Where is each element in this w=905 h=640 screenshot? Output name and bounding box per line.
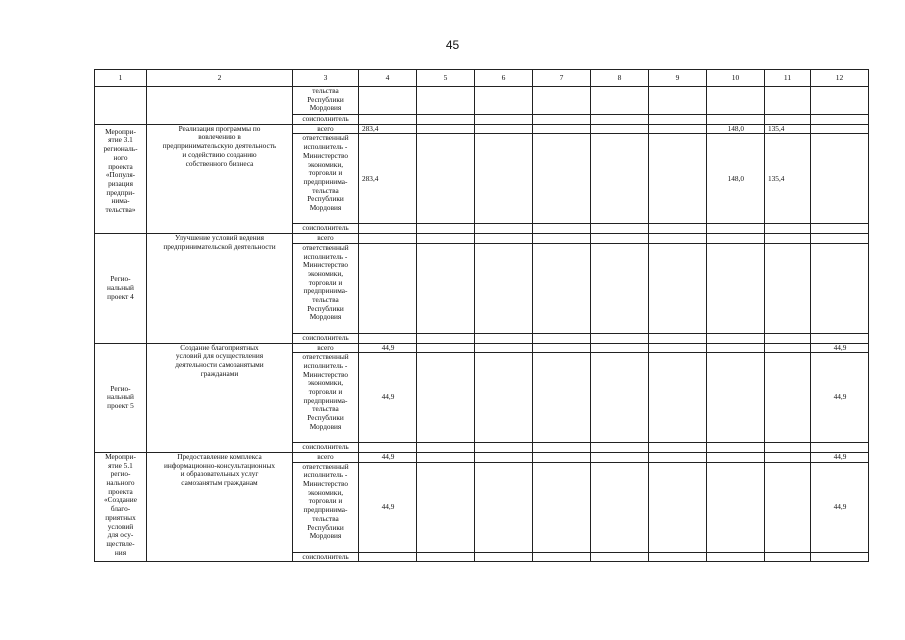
- cell: [591, 333, 649, 343]
- value-cell: 135,4: [765, 134, 811, 224]
- cell: [417, 115, 475, 125]
- cell: [591, 353, 649, 443]
- cell: [649, 552, 707, 562]
- page-number: 45: [445, 38, 460, 52]
- co-executor-cell: соисполнитель: [293, 224, 359, 234]
- cell: [649, 333, 707, 343]
- total-label-cell: всего: [293, 343, 359, 353]
- cell: [765, 452, 811, 462]
- cell: [475, 234, 533, 244]
- cell: [591, 134, 649, 224]
- cell: [475, 552, 533, 562]
- cell: [649, 343, 707, 353]
- cell: [649, 234, 707, 244]
- cell: [765, 224, 811, 234]
- cell: [707, 87, 765, 115]
- cell: [765, 243, 811, 333]
- activity-description-cell: Реализация программы по вовлечению в предпринимательскую деятельность и содействию созданию собственного бизнеса: [147, 124, 293, 233]
- cell: [707, 243, 765, 333]
- value-cell: 44,9: [359, 452, 417, 462]
- cell: [765, 353, 811, 443]
- total-label-cell: всего: [293, 124, 359, 134]
- value-cell: 44,9: [359, 343, 417, 353]
- cell: [359, 333, 417, 343]
- cell: [707, 462, 765, 552]
- co-executor-cell: соисполнитель: [293, 115, 359, 125]
- value-cell: 44,9: [811, 353, 869, 443]
- cell: [765, 552, 811, 562]
- cell: [707, 333, 765, 343]
- cell: [475, 134, 533, 224]
- cell: [765, 234, 811, 244]
- table-row: [95, 87, 869, 115]
- value-cell: 44,9: [359, 353, 417, 443]
- cell: [417, 443, 475, 453]
- cell: [533, 452, 591, 462]
- cell: [811, 115, 869, 125]
- cell: [417, 343, 475, 353]
- cell: [649, 124, 707, 134]
- cell: [533, 443, 591, 453]
- cell: [649, 443, 707, 453]
- cell: [707, 115, 765, 125]
- cell: [591, 224, 649, 234]
- cell: [649, 115, 707, 125]
- cell: [811, 124, 869, 134]
- cell: [649, 243, 707, 333]
- cell: [359, 234, 417, 244]
- table-row: [95, 452, 869, 462]
- column-header: 11: [765, 70, 811, 87]
- column-header: 9: [649, 70, 707, 87]
- cell: [533, 124, 591, 134]
- total-label-cell: всего: [293, 234, 359, 244]
- cell: [649, 134, 707, 224]
- cell: [533, 224, 591, 234]
- value-cell: 44,9: [811, 343, 869, 353]
- activity-name-cell: Меропри- ятие 5.1 регио- нального проекта «Создание благо- приятных условий для осу- ществле- ния: [95, 452, 147, 561]
- cell: [475, 443, 533, 453]
- header-row: [95, 70, 869, 87]
- cell: [359, 224, 417, 234]
- value-cell: 283,4: [359, 124, 417, 134]
- value-cell: 148,0: [707, 134, 765, 224]
- value-cell: 44,9: [811, 462, 869, 552]
- cell: [417, 452, 475, 462]
- column-header: 3: [293, 70, 359, 87]
- value-cell: 44,9: [811, 452, 869, 462]
- cell: [591, 115, 649, 125]
- activity-description-cell: Предоставление комплекса информационно-консультационных и образовательных услуг самозанятым гражданам: [147, 452, 293, 561]
- cell: [417, 353, 475, 443]
- cell: [707, 234, 765, 244]
- cell: [591, 552, 649, 562]
- cell: [707, 452, 765, 462]
- cell: [707, 353, 765, 443]
- cell: [475, 115, 533, 125]
- cell: [649, 452, 707, 462]
- column-header: 5: [417, 70, 475, 87]
- cell: [765, 87, 811, 115]
- cell: [811, 224, 869, 234]
- cell: [533, 462, 591, 552]
- cell: [533, 134, 591, 224]
- table-row: [95, 343, 869, 353]
- cell: [811, 333, 869, 343]
- cell: [765, 462, 811, 552]
- cell: [475, 243, 533, 333]
- cell: [475, 224, 533, 234]
- cell: [811, 552, 869, 562]
- cell: [765, 333, 811, 343]
- executor-cell: ответственный исполнитель - Министерство экономики, торговли и предпринима- тельства Республики Мордовия: [293, 353, 359, 443]
- co-executor-cell: соисполнитель: [293, 443, 359, 453]
- cell: [591, 343, 649, 353]
- cell: [649, 462, 707, 552]
- cell: [591, 124, 649, 134]
- activity-description-cell: Улучшение условий ведения предпринимательской деятельности: [147, 234, 293, 343]
- cell: [811, 87, 869, 115]
- cell: [811, 134, 869, 224]
- cell: [533, 87, 591, 115]
- executor-cell: ответственный исполнитель - Министерство экономики, торговли и предпринима- тельства Республики Мордовия: [293, 462, 359, 552]
- cell: [359, 115, 417, 125]
- executor-continuation-cell: тельства Республики Мордовия: [293, 87, 359, 115]
- table-row: [95, 234, 869, 244]
- value-cell: 283,4: [359, 134, 417, 224]
- activity-name-cell: Регио- нальный проект 5: [95, 343, 147, 452]
- cell: [649, 224, 707, 234]
- cell: [649, 87, 707, 115]
- cell: [591, 243, 649, 333]
- value-cell: 44,9: [359, 462, 417, 552]
- cell: [533, 552, 591, 562]
- column-header: 8: [591, 70, 649, 87]
- value-cell: 148,0: [707, 124, 765, 134]
- budget-table: [94, 69, 869, 562]
- co-executor-cell: соисполнитель: [293, 333, 359, 343]
- column-header: 2: [147, 70, 293, 87]
- cell: [359, 87, 417, 115]
- column-header: 1: [95, 70, 147, 87]
- cell: [533, 234, 591, 244]
- value-cell: 135,4: [765, 124, 811, 134]
- cell: [359, 243, 417, 333]
- cell: [417, 333, 475, 343]
- cell: [475, 353, 533, 443]
- cell: [475, 87, 533, 115]
- cell: [95, 87, 147, 125]
- cell: [591, 462, 649, 552]
- column-header: 10: [707, 70, 765, 87]
- cell: [591, 234, 649, 244]
- cell: [533, 243, 591, 333]
- cell: [591, 452, 649, 462]
- cell: [591, 87, 649, 115]
- column-header: 12: [811, 70, 869, 87]
- cell: [417, 224, 475, 234]
- cell: [533, 343, 591, 353]
- cell: [533, 333, 591, 343]
- column-header: 6: [475, 70, 533, 87]
- cell: [811, 443, 869, 453]
- column-header: 7: [533, 70, 591, 87]
- cell: [417, 243, 475, 333]
- cell: [765, 443, 811, 453]
- cell: [811, 243, 869, 333]
- cell: [359, 552, 417, 562]
- cell: [533, 115, 591, 125]
- cell: [765, 343, 811, 353]
- total-label-cell: всего: [293, 452, 359, 462]
- cell: [533, 353, 591, 443]
- activity-name-cell: Меропри- ятие 3.1 региональ- ного проекта «Популя- ризация предпри- нима- тельства»: [95, 124, 147, 233]
- column-header: 4: [359, 70, 417, 87]
- cell: [417, 462, 475, 552]
- cell: [475, 462, 533, 552]
- cell: [707, 224, 765, 234]
- cell: [417, 134, 475, 224]
- cell: [707, 343, 765, 353]
- activity-description-cell: Создание благоприятных условий для осуществления деятельности самозанятыми гражданами: [147, 343, 293, 452]
- cell: [475, 452, 533, 462]
- cell: [417, 124, 475, 134]
- cell: [417, 552, 475, 562]
- table-row: [95, 124, 869, 134]
- cell: [649, 353, 707, 443]
- executor-cell: ответственный исполнитель - Министерство экономики, торговли и предпринима- тельства Республики Мордовия: [293, 243, 359, 333]
- cell: [417, 234, 475, 244]
- cell: [707, 552, 765, 562]
- cell: [359, 443, 417, 453]
- cell: [475, 124, 533, 134]
- co-executor-cell: соисполнитель: [293, 552, 359, 562]
- activity-name-cell: Регио- нальный проект 4: [95, 234, 147, 343]
- cell: [591, 443, 649, 453]
- executor-cell: ответственный исполнитель - Министерство экономики, торговли и предпринима- тельства Республики Мордовия: [293, 134, 359, 224]
- cell: [147, 87, 293, 125]
- cell: [707, 443, 765, 453]
- cell: [417, 87, 475, 115]
- cell: [475, 333, 533, 343]
- cell: [475, 343, 533, 353]
- cell: [765, 115, 811, 125]
- cell: [811, 234, 869, 244]
